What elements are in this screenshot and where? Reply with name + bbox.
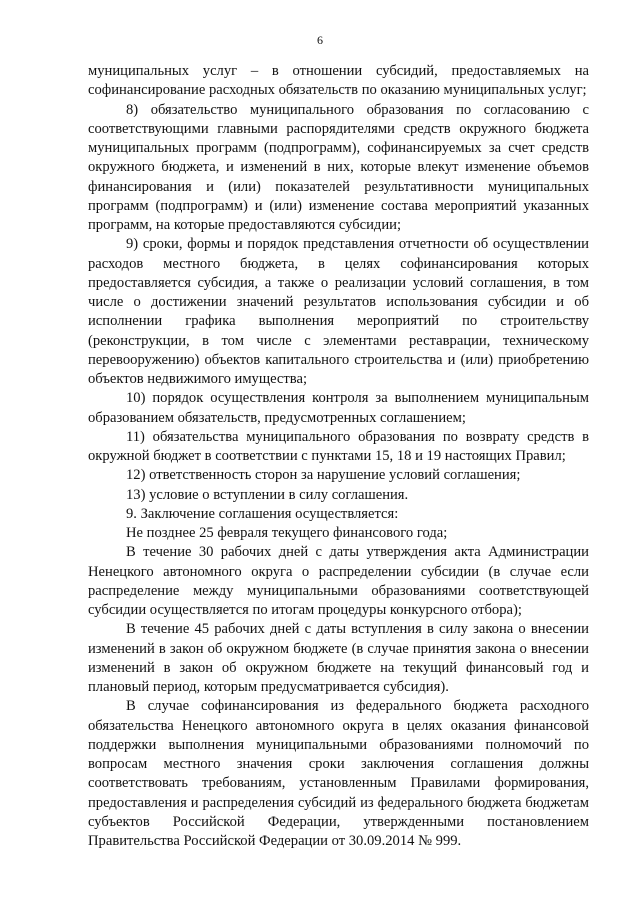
page-number: 6: [317, 33, 323, 47]
paragraph-deadline-30-days: В течение 30 рабочих дней с даты утверждения акта Администрации Ненецкого автономного округа о распределении субсидии (в случае если распределение между муниципальными образованиями соответствующей субсидии осуществляется по итогам процедуры конкурсного отбора);: [88, 544, 589, 618]
paragraph-item-8: 8) обязательство муниципального образования по согласованию с соответствующими главными распорядителями средств окружного бюджета муниципальных программ (подпрограмм), софинансируемых за счет средств окружного бюджета, и изменений в них, которые влекут изменение объемов финансирования и (или) показателей результативности муниципальных программ (подпрограмм) и (или) изменение состава мероприятий указанных программ, на которые предоставляются субсидии;: [88, 101, 589, 233]
paragraph-item-13: 13) условие о вступлении в силу соглашения.: [126, 486, 409, 503]
paragraph-municipal-services: муниципальных услуг – в отношении субсидий, предоставляемых на софинансирование расходных обязательств по оказанию муниципальных услуг;: [88, 63, 589, 99]
paragraph-federal-cofinancing: В случае софинансирования из федерального бюджета расходного обязательства Ненецкого автономного округа в целях оказания финансовой поддержки выполнения муниципальными образованиями полномочий по вопросам местного значения сроки заключения соглашения должны соответствовать требованиям, установленным Правилами формирования, предоставления и распределения субсидий из федерального бюджета бюджетам субъектов Российской Федерации, утвержденными постановлением Правительства Российской Федерации от 30.09.2014 № 999.: [88, 698, 589, 849]
paragraph-deadline-february: Не позднее 25 февраля текущего финансового года;: [126, 525, 448, 541]
paragraph-item-11: 11) обязательства муниципального образования по возврату средств в окружной бюджет в соответствии с пунктами 15, 18 и 19 настоящих Правил;: [88, 428, 589, 464]
paragraph-section-9: 9. Заключение соглашения осуществляется:: [126, 505, 399, 522]
paragraph-item-12: 12) ответственность сторон за нарушение условий соглашения;: [126, 467, 521, 484]
document-body: [88, 62, 589, 851]
paragraph-item-10: 10) порядок осуществления контроля за выполнением муниципальным образованием обязательств, предусмотренных соглашением;: [88, 390, 589, 426]
paragraph-item-9: 9) сроки, формы и порядок представления отчетности об осуществлении расходов местного бюджета, в целях софинансирования которых предоставляется субсидия, а также о реализации условий соглашения, в том числе о достижении значений результатов использования субсидии и об исполнении графика выполнения мероприятий по строительству (реконструкции, в том числе с элементами реставрации, техническому перевооружению) объектов капитального строительства и (или) приобретению объектов недвижимого имущества;: [88, 236, 589, 387]
paragraph-deadline-45-days: В течение 45 рабочих дней с даты вступления в силу закона о внесении изменений в закон об окружном бюджете (в случае принятия закона о внесении изменений в закон об окружном бюджете на текущий финансовый год и плановый период, которым предусматривается субсидия).: [88, 621, 589, 695]
